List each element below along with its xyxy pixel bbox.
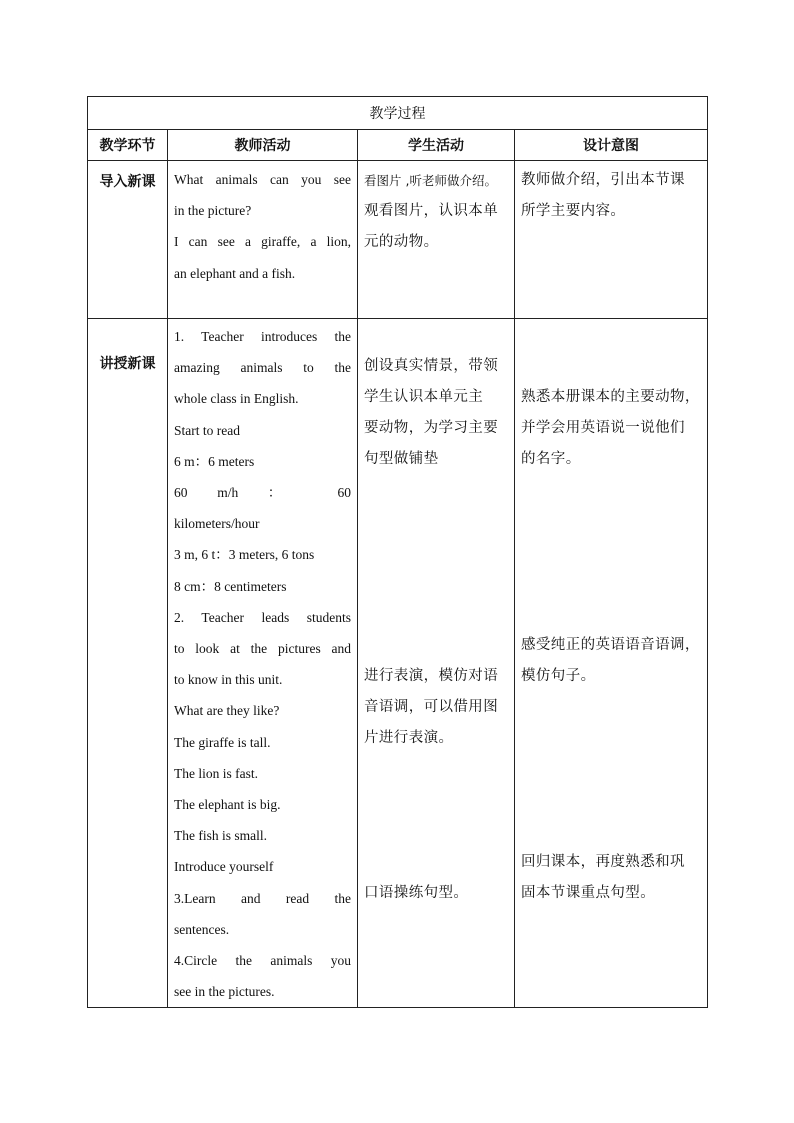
text-line: 口语操练句型。 (364, 885, 469, 901)
student-activity-cell (358, 319, 515, 1008)
text-line: 所学主要内容。 (521, 203, 626, 219)
text-line: 8 cm：8 centimeters (174, 578, 287, 594)
text-line: 片进行表演。 (364, 730, 454, 746)
text-line: 观看图片，认识本单 (364, 203, 499, 219)
text-line: 熟悉本册课本的主要动物， (521, 389, 700, 405)
text-line: 固本节课重点句型。 (521, 885, 656, 901)
text-line: in the picture? (174, 203, 252, 219)
text-line: 4.Circle the animals you (174, 953, 351, 969)
text-line: 进行表演，模仿对语 (364, 668, 499, 684)
text-line: to look at the pictures and (174, 641, 351, 657)
text-line: 音语调，可以借用图 (364, 699, 499, 715)
design-intent-cell (515, 161, 708, 319)
text-line: 学生认识本单元主 (364, 389, 484, 405)
header-student-activity: 学生活动 (358, 130, 515, 161)
text-line: sentences. (174, 921, 230, 937)
text-line: Introduce yourself (174, 859, 274, 875)
text-line: 模仿句子。 (521, 668, 596, 684)
table-row (88, 161, 708, 319)
text-line: 3.Learn and read the (174, 890, 351, 906)
text-line: 并学会用英语说一说他们 (521, 420, 685, 436)
text-line: Start to read (174, 422, 240, 438)
text-line: I can see a giraffe, a lion, (174, 234, 351, 250)
text-line: 回归课本，再度熟悉和巩 (521, 854, 685, 870)
text-line: 教师做介绍，引出本节课 (521, 172, 685, 188)
header-stage: 教学环节 (88, 130, 168, 161)
teacher-activity-cell (168, 161, 358, 319)
text-line: see in the pictures. (174, 984, 275, 1000)
text-line: The elephant is big. (174, 797, 281, 813)
text-line: to know in this unit. (174, 672, 283, 688)
header-design-intent: 设计意图 (515, 130, 708, 161)
stage-cell: 讲授新课 (88, 319, 168, 1008)
text-line: What animals can you see (174, 172, 351, 187)
text-line: an elephant and a fish. (174, 265, 296, 281)
text-line: whole class in English. (174, 391, 299, 407)
text-line: amazing animals to the (174, 360, 351, 376)
text-line: 2. Teacher leads students (174, 609, 351, 625)
teacher-activity-cell (168, 319, 358, 1008)
text-line: 要动物，为学习主要 (364, 420, 499, 436)
text-line: 创设真实情景，带领 (364, 358, 499, 374)
text-line: The fish is small. (174, 828, 267, 844)
stage-cell: 导入新课 (88, 161, 168, 319)
text-line: 6 m：6 meters (174, 453, 255, 469)
text-line: 的名字。 (521, 451, 581, 467)
text-line: 感受纯正的英语语音语调， (521, 637, 700, 653)
design-intent-cell (515, 319, 708, 1008)
text-line: 元的动物。 (364, 234, 439, 250)
text-line: 3 m, 6 t：3 meters, 6 tons (174, 547, 315, 563)
header-teacher-activity: 教师活动 (168, 130, 358, 161)
text-line: 看图片 ,听老师做介绍。 (364, 173, 497, 188)
text-line: 60 m/h ： 60 (174, 485, 351, 501)
lesson-process-table (87, 96, 708, 1008)
text-line: 1. Teacher introduces the (174, 329, 351, 344)
text-line: The lion is fast. (174, 765, 258, 781)
text-line: 句型做铺垫 (364, 451, 439, 467)
table-row (88, 319, 708, 1008)
student-activity-cell (358, 161, 515, 319)
text-line: The giraffe is tall. (174, 734, 271, 750)
text-line: kilometers/hour (174, 516, 260, 532)
table-title: 教学过程 (88, 97, 708, 130)
text-line: What are they like? (174, 703, 280, 719)
